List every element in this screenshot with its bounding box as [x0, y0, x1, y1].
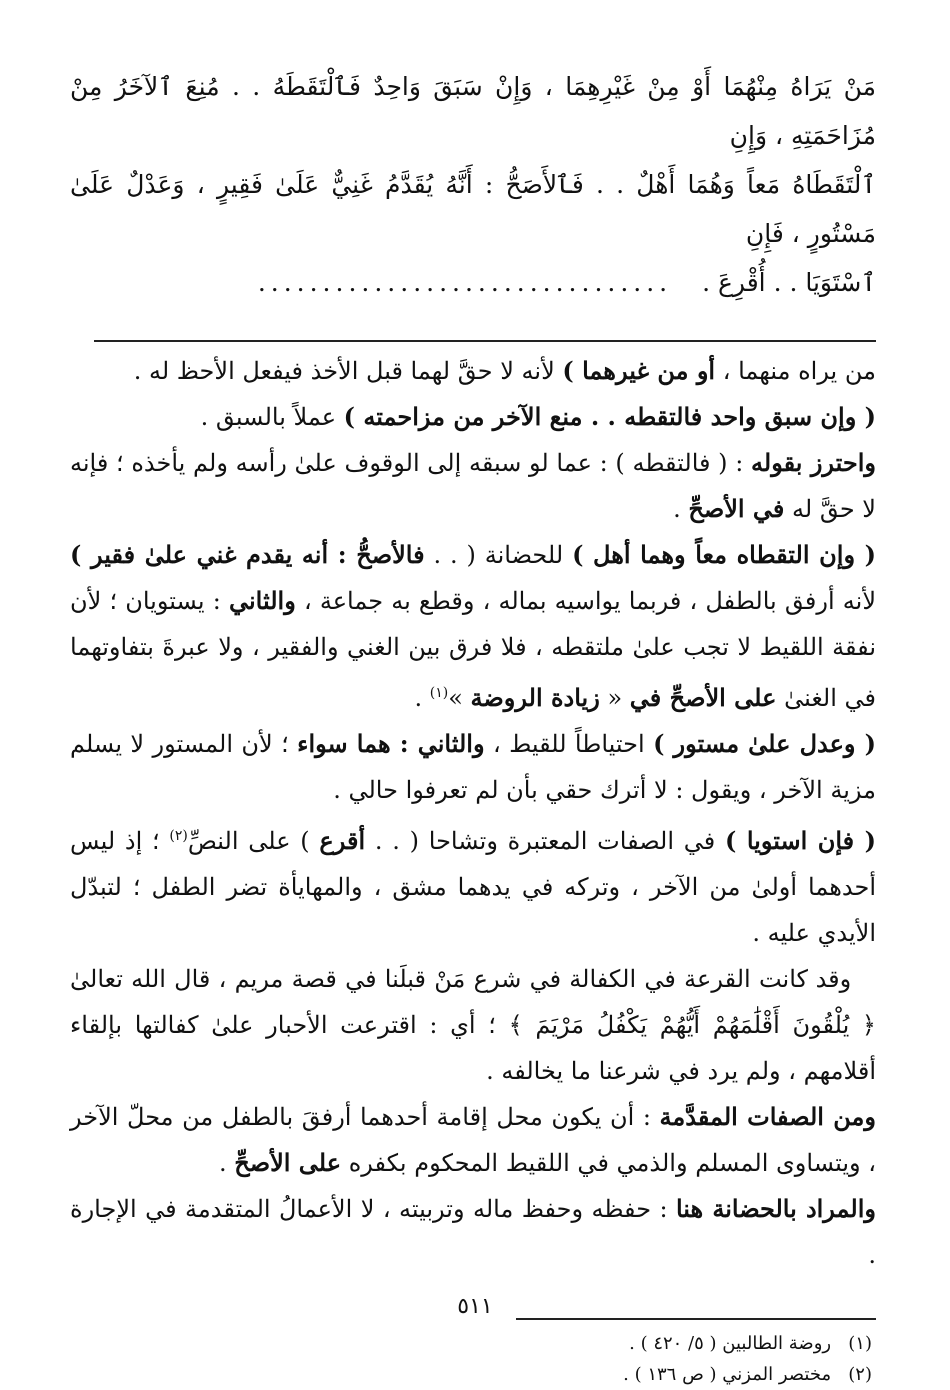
- text: : ( فالتقطه ) : عما لو سبقه إلى الوقوف علىٰ رأسه ولم يأخذه ؛ فإنه لا حقَّ له: [70, 449, 876, 523]
- footnote-number: (٢): [848, 1364, 872, 1385]
- text: في الصفات المعتبرة وتشاحا ( . .: [365, 827, 725, 855]
- bold-text: ( فإن استويا ): [725, 826, 876, 855]
- bold-text: زيادة الروضة: [470, 683, 600, 712]
- text: : يستويان ؛ لأن نفقة اللقيط لا تجب علىٰ ملتقطه ، فلا فرق بين الغني والفقير ، ولا عبرةَ بتفاوتهما في الغنىٰ: [70, 587, 876, 712]
- paragraph: [70, 1186, 876, 1278]
- text: : حفظه وحفظ ماله وتربيته ، لا الأعمالُ المتقدمة في الإجارة .: [70, 1195, 876, 1269]
- page-number: ٥١١: [457, 1294, 493, 1319]
- text: عملاً بالسبق .: [200, 403, 344, 431]
- matn-line: [70, 258, 876, 307]
- paragraph: [70, 394, 876, 440]
- footnote-ref: (٢): [169, 828, 188, 844]
- footnotes: [70, 1328, 876, 1390]
- footnote-number: (١): [848, 1333, 872, 1354]
- bold-text: أو من غيرهما ): [562, 356, 716, 385]
- paragraph: [70, 1094, 876, 1186]
- paragraph: [70, 532, 876, 721]
- text: احتياطاً للقيط ،: [484, 730, 654, 758]
- bold-text: على الأصحِّ: [234, 1148, 342, 1177]
- bold-text: ( وإن التقطاه معاً وهما أهل ): [572, 540, 877, 569]
- text: .: [673, 495, 689, 523]
- paragraph: [70, 721, 876, 813]
- bold-text: والمراد بالحضانة هنا: [675, 1194, 876, 1223]
- text: «: [599, 684, 630, 712]
- text: ؛ إذ ليس أحدهما أولىٰ من الآخر ، وتركه في يدهما مشق ، والمهايأة تضر الطفل ؛ لتبدّل الأيدي عليه .: [70, 827, 876, 947]
- text: ؛ لأن المستور لا يسلم مزية الآخر ، ويقول : لا أترك حقي بأن لم تعرفوا حالي .: [70, 730, 876, 804]
- paragraph: [70, 348, 876, 394]
- matn-dots: ................................: [257, 268, 673, 297]
- text: لأنه لا حقَّ لهما قبل الأخذ فيفعل الأحظ له .: [133, 357, 563, 385]
- bold-text: في الأصحِّ: [688, 494, 785, 523]
- footnote-text: روضة الطالبين ( ٥/ ٤٢٠ ) .: [629, 1333, 832, 1354]
- bold-text: ( وإن سبق واحد فالتقطه . . منع الآخر من مزاحمته ): [343, 402, 876, 431]
- text: لأنه أرفق بالطفل ، فربما يواسيه بماله ، وقطع به جماعة ،: [295, 587, 877, 615]
- bold-text: والثاني: [228, 586, 296, 615]
- paragraph: [70, 440, 876, 532]
- text: .: [218, 1149, 235, 1177]
- text: : أن يكون محل إقامة أحدهما أرفقَ بالطفل من محلّ الآخر ، ويتساوى المسلم والذمي في اللقيط المحكوم بكفره: [70, 1103, 876, 1177]
- matn-text: [70, 62, 876, 307]
- footnote: [70, 1359, 872, 1390]
- paragraph: [70, 956, 876, 1094]
- page-body: [70, 62, 876, 1390]
- commentary-text: [70, 348, 876, 1278]
- bold-text: واحترز بقوله: [751, 448, 876, 477]
- footnote-ref: (١): [429, 685, 449, 701]
- bold-text: ومن الصفات المقدَّمة: [659, 1102, 876, 1131]
- paragraph: [70, 813, 876, 956]
- bold-text: على الأصحِّ في: [629, 683, 777, 712]
- bold-text: فالأصحُّ : أنه يقدم غني علىٰ فقير ): [70, 540, 425, 569]
- bold-text: ( وعدل علىٰ مستور ): [653, 729, 877, 758]
- matn-separator: [94, 340, 876, 342]
- matn-line: مَنْ يَرَاهُ مِنْهُمَا أَوْ مِنْ غَيْرِهِمَا ، وَإِنْ سَبَقَ وَاحِدٌ فَٱلْتَقَطَهُ . . مُنِعَ ٱلآخَرُ مِنْ مُزَاحَمَتِهِ ، وَإِنِ: [70, 72, 876, 150]
- text: ) على النصِّ: [187, 827, 320, 855]
- text: للحضانة ( . .: [424, 541, 573, 569]
- matn-line: ٱلْتَقَطَاهُ مَعاً وَهُمَا أَهْلٌ . . فَٱلأَصَحُّ : أَنَّهُ يُقَدَّمُ غَنِيٌّ عَلَىٰ فَقِيرٍ ، وَعَدْلٌ عَلَىٰ مَسْتُورٍ ، فَإِنِ: [70, 170, 876, 248]
- bold-text: والثاني : هما سواء: [297, 729, 485, 758]
- text: من يراه منهما ،: [715, 357, 876, 385]
- text: وقد كانت القرعة في الكفالة في شرع مَنْ قبلَنا في قصة مريم ، قال الله تعالىٰ: [70, 965, 852, 993]
- footnote: [70, 1328, 872, 1359]
- matn-line-text: ٱسْتَوَيَا . . أُقْرِعَ .: [702, 268, 876, 297]
- text: .: [414, 684, 430, 712]
- text: ؛ أي : اقترعت الأحبار علىٰ كفالتها بإلقاء أقلامهم ، ولم يرد في شرعنا ما يخالفه .: [70, 1011, 876, 1085]
- quran-verse: ﴿ يُلْقُونَ أَقْلَٰمَهُمْ أَيُّهُمْ يَكْفُلُ مَرْيَمَ ﴾: [508, 1011, 876, 1039]
- bold-text: أقرع: [319, 826, 366, 855]
- footnote-text: مختصر المزني ( ص ١٣٦ ) .: [623, 1364, 832, 1385]
- text: »: [448, 684, 471, 712]
